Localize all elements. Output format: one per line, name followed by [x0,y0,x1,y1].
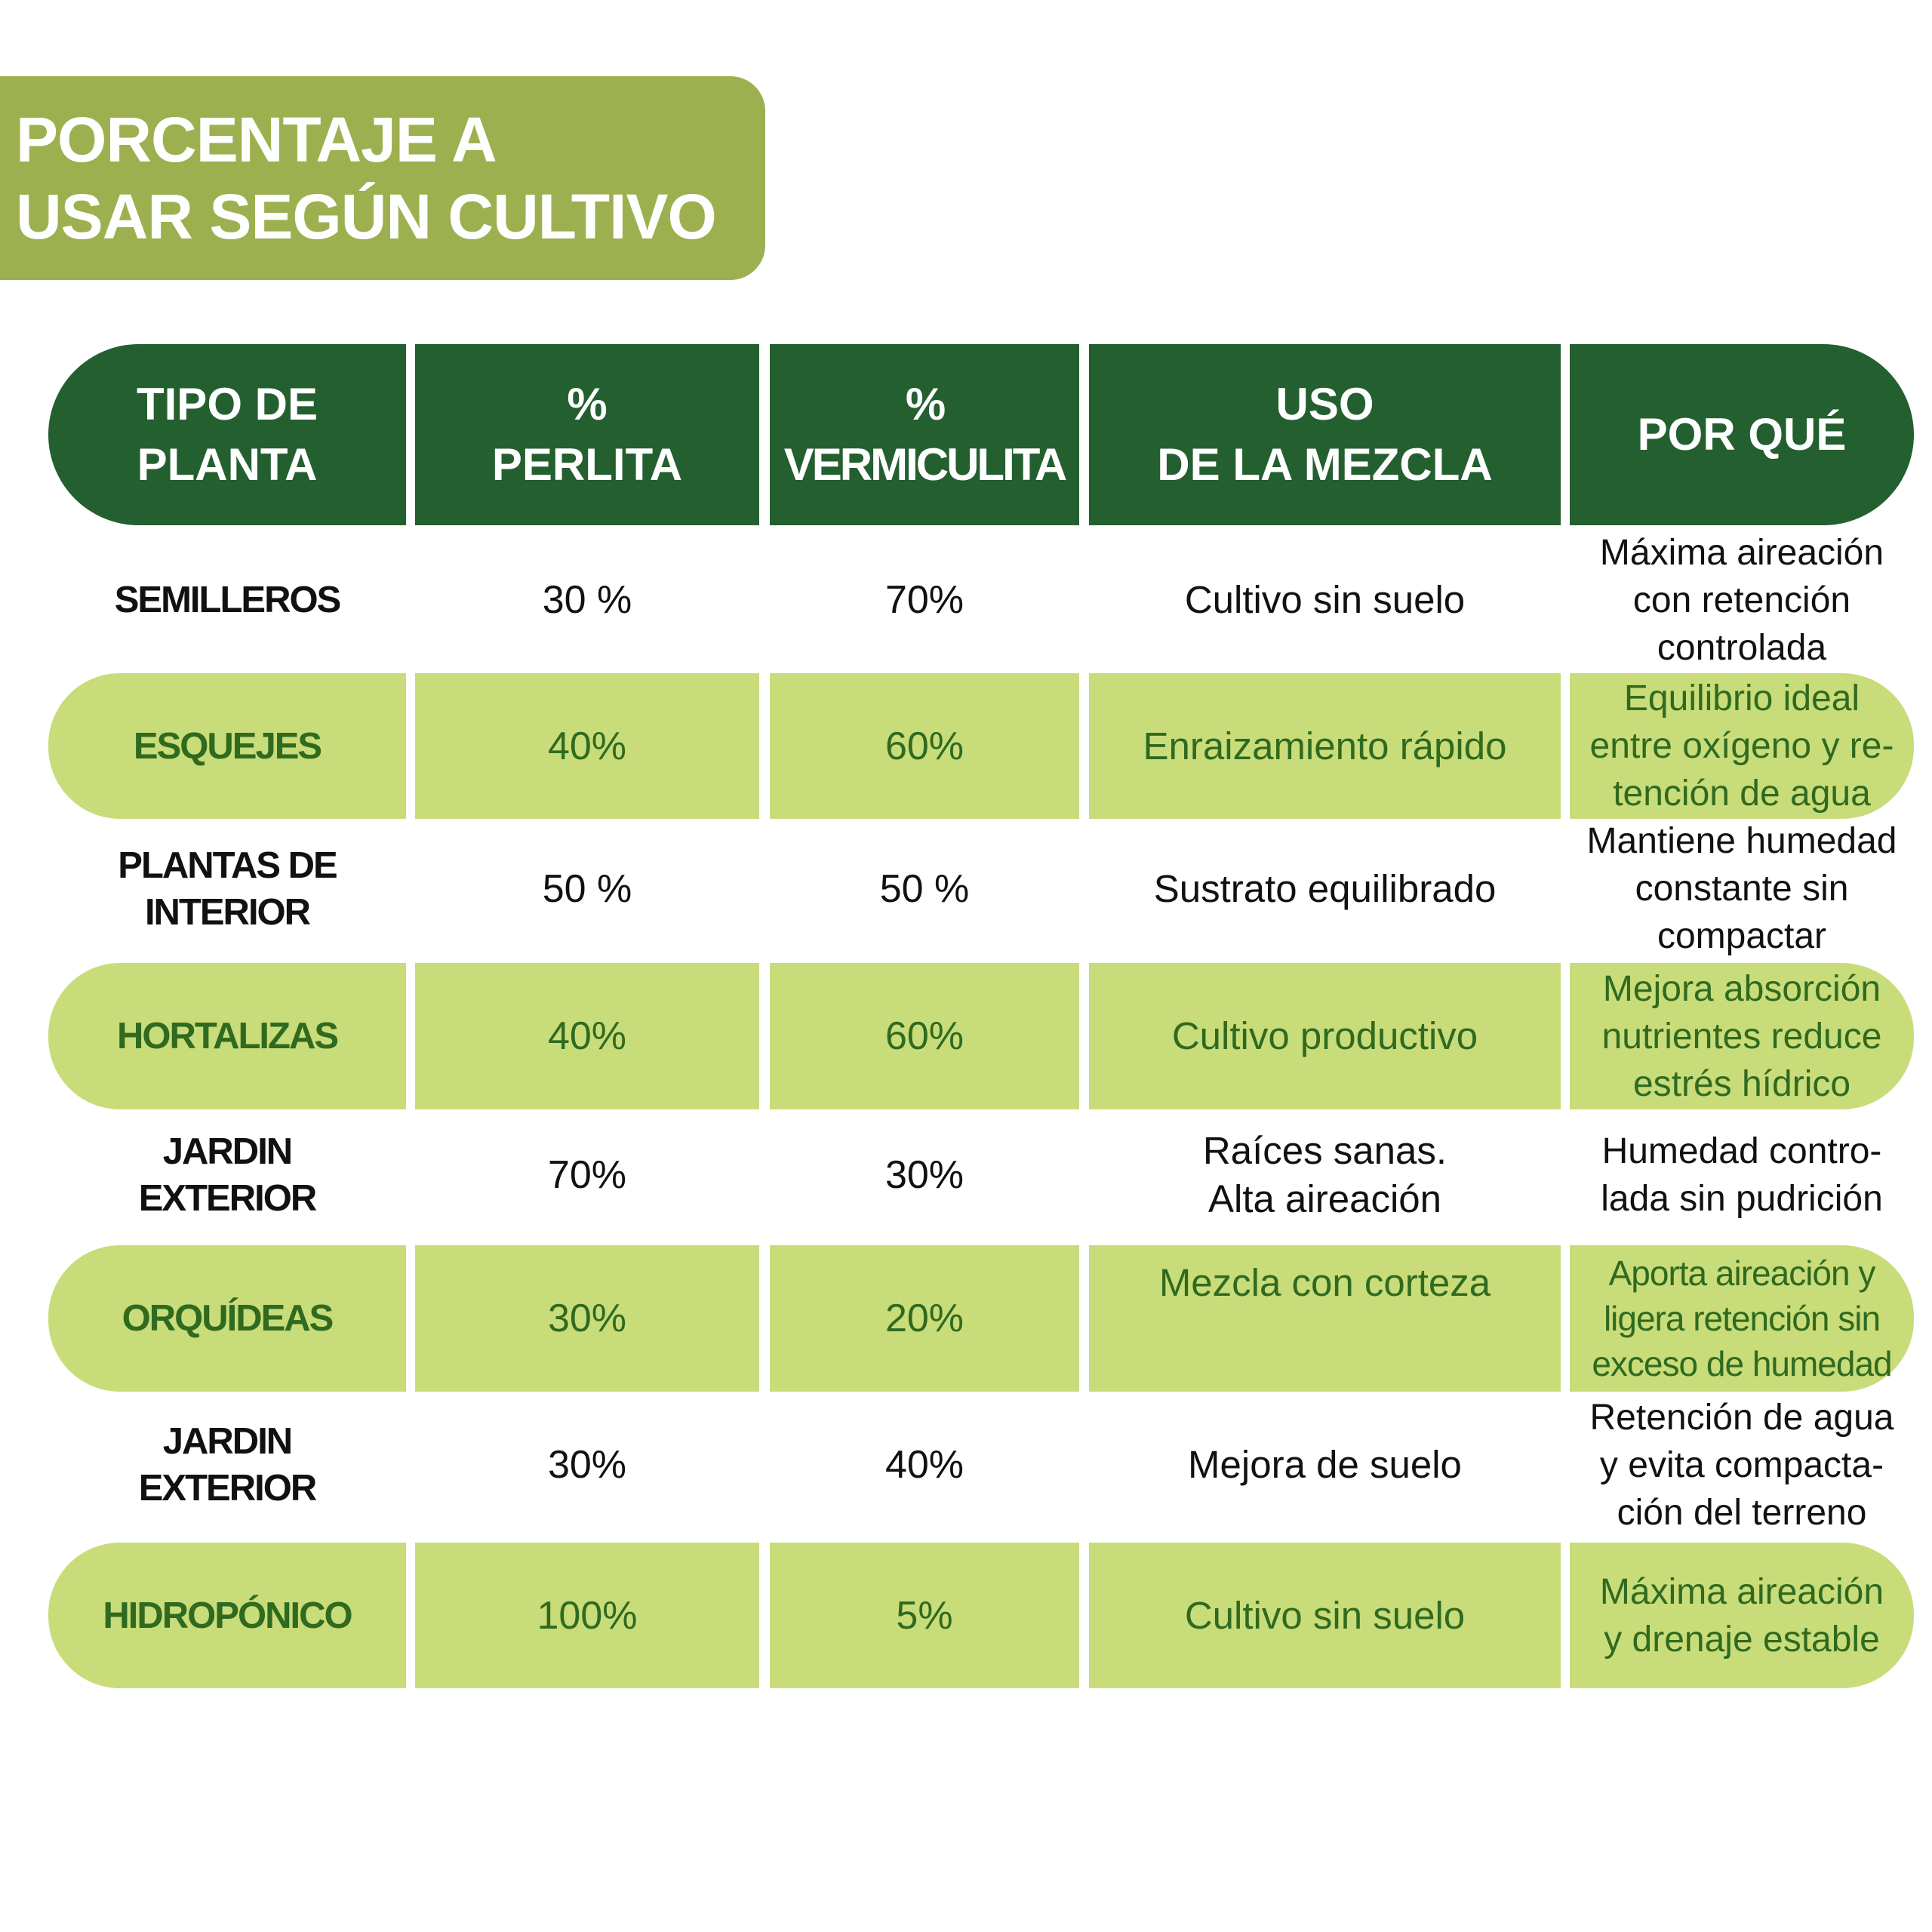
cell-plant-type [48,1245,406,1392]
cell-vermiculita [770,963,1079,1109]
header-vermiculita [770,344,1079,525]
cell-value: 30% [547,1443,627,1487]
cell-por-que [1570,1389,1914,1540]
cell-por-que [1570,528,1914,672]
cell-line: tención de agua [1613,774,1871,814]
cell-value: 50 % [542,866,632,911]
cell-value: 40% [884,1443,964,1487]
cell-line: Mejora de suelo [1188,1443,1462,1486]
cell-value: 20% [884,1297,964,1340]
cell-value: 100% [537,1593,638,1638]
cell-line: exceso de humedad [1592,1344,1892,1383]
cell-line: entre oxígeno y re- [1589,726,1894,766]
cell-vermiculita [770,819,1079,958]
cell-line: Cultivo sin suelo [1184,1593,1466,1637]
cell-line: EXTERIOR [138,1468,316,1509]
cell-perlita [415,963,759,1109]
cell-value: 70% [884,578,964,622]
cell-line: Aporta aireación y [1608,1254,1875,1293]
cell-value: 30% [547,1297,627,1340]
cell-value: 5% [896,1593,953,1638]
cell-value: 30 % [542,578,632,622]
cell-line: lada sin pudrición [1601,1179,1883,1219]
cell-uso-mezcla [1089,528,1561,672]
cell-plant-type [48,819,406,958]
cell-line: Raíces sanas. [1202,1129,1447,1172]
cell-line: controlada [1657,627,1827,668]
cell-line: INTERIOR [144,891,310,933]
cell-line: y drenaje estable [1604,1619,1880,1660]
cell-uso-mezcla [1089,1389,1561,1540]
cell-line: Cultivo sin suelo [1184,578,1466,621]
cell-uso-mezcla [1089,673,1561,819]
cell-line: SEMILLEROS [114,580,340,620]
cell-vermiculita [770,1389,1079,1540]
cell-perlita [415,1107,759,1243]
cell-line: ESQUEJES [133,725,321,767]
cell-value: 60% [884,1014,964,1058]
header-label-line: USO [1275,379,1374,429]
cell-line: Máxima aireación [1599,532,1884,573]
cell-line: Mantiene humedad [1586,821,1897,861]
cell-uso-mezcla [1089,1107,1561,1243]
cell-line: Máxima aireación [1599,1571,1884,1612]
cell-perlita [415,819,759,958]
header-label-line: POR QUÉ [1637,409,1847,460]
cell-value: 40% [547,1014,627,1058]
cell-uso-mezcla [1089,1245,1561,1392]
cell-line: EXTERIOR [138,1178,316,1219]
cell-plant-type [48,528,406,672]
cell-line: Alta aireación [1208,1177,1441,1220]
cell-line: Humedad contro- [1601,1131,1882,1171]
cell-plant-type [48,673,406,819]
cell-line: y evita compacta- [1599,1444,1884,1485]
cell-value: 40% [547,724,627,768]
header-label-line: % [567,379,608,429]
cell-line: HIDROPÓNICO [103,1595,352,1636]
cell-por-que [1570,963,1914,1109]
cell-line: ORQUÍDEAS [122,1298,333,1339]
cell-plant-type [48,1543,406,1688]
cell-value: 60% [884,724,964,768]
cell-line: con retención [1632,580,1851,620]
header-uso-mezcla [1089,344,1561,525]
page-title-line-2: USAR SEGÚN CULTIVO [16,181,716,252]
cell-line: Equilibrio ideal [1623,678,1860,718]
cell-line: estrés hídrico [1632,1063,1851,1104]
cell-plant-type [48,1107,406,1243]
header-label-line: PLANTA [137,439,318,490]
cell-value: 70% [547,1153,627,1197]
cell-vermiculita [770,1107,1079,1243]
cell-por-que [1570,1107,1914,1243]
cell-line: PLANTAS DE [118,844,337,886]
title-banner [0,76,765,280]
cell-line: constante sin [1635,869,1849,909]
cell-uso-mezcla [1089,963,1561,1109]
header-label-line: VERMICULITA [783,439,1066,490]
cell-vermiculita [770,528,1079,672]
cell-uso-mezcla [1089,819,1561,958]
page-title-line-1: PORCENTAJE A [16,104,497,175]
cell-plant-type [48,963,406,1109]
cell-line: Retención de agua [1589,1397,1894,1438]
cell-por-que [1570,1543,1914,1688]
cell-por-que [1570,1245,1914,1392]
cell-line: ligera retención sin [1603,1299,1881,1338]
header-label-line: DE LA MEZCLA [1157,439,1493,490]
header-label-line: PERLITA [491,439,683,490]
cell-perlita [415,1245,759,1392]
cell-por-que [1570,819,1914,958]
cell-uso-mezcla [1089,1543,1561,1688]
cell-por-que [1570,673,1914,819]
cell-perlita [415,1543,759,1688]
cell-line: HORTALIZAS [116,1016,338,1057]
cell-line: nutrientes reduce [1601,1016,1882,1057]
cell-value: 50 % [879,866,970,911]
cell-line: Sustrato equilibrado [1153,866,1497,910]
header-plant-type [48,344,406,525]
cell-line: Enraizamiento rápido [1143,724,1507,768]
header-perlita [415,344,759,525]
cell-vermiculita [770,1245,1079,1392]
cell-value: 30% [884,1153,964,1197]
cell-line: Mezcla con corteza [1158,1261,1491,1304]
header-label-line: TIPO DE [136,379,318,429]
cell-plant-type [48,1389,406,1540]
cell-vermiculita [770,673,1079,819]
cell-line: JARDIN [162,1421,292,1462]
header-por-que [1570,344,1914,525]
cell-line: Cultivo productivo [1171,1014,1478,1057]
cell-line: JARDIN [162,1131,292,1172]
header-label-line: % [905,379,944,429]
cell-line: compactar [1657,916,1827,956]
cell-line: ción del terreno [1617,1492,1867,1533]
cell-perlita [415,673,759,819]
cell-line: Mejora absorción [1602,968,1881,1009]
cell-vermiculita [770,1543,1079,1688]
cell-perlita [415,528,759,672]
cell-perlita [415,1389,759,1540]
